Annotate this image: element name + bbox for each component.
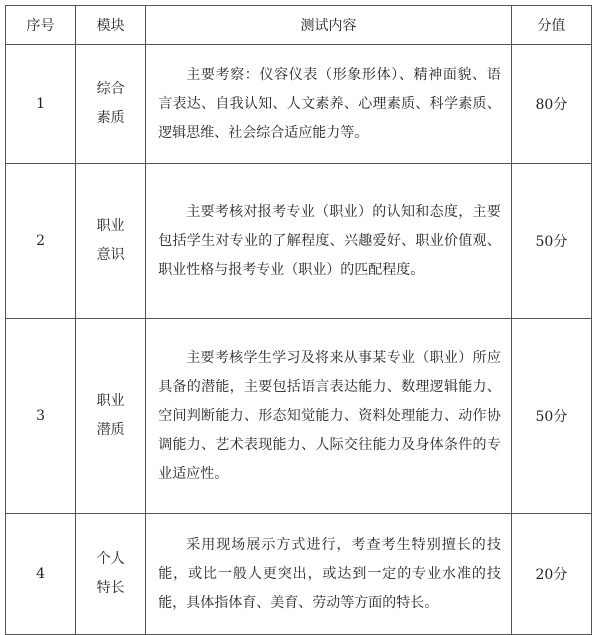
row-index: 2 [6, 164, 76, 319]
row-score: 50分 [511, 164, 591, 319]
row-score: 20分 [511, 514, 591, 635]
content-text: 主要考察：仪容仪表（形象形体）、精神面貌、语言表达、自我认知、人文素养、心理素质、科学素质、逻辑思维、社会综合适应能力等。 [158, 66, 501, 141]
module-line: 综合 [96, 81, 125, 97]
row-module [76, 319, 146, 514]
row-index: 1 [6, 45, 76, 164]
row-content [146, 45, 512, 164]
table-row [6, 514, 592, 635]
table-row [6, 319, 592, 514]
row-index: 4 [6, 514, 76, 635]
row-content [146, 319, 512, 514]
module-line: 职业 [96, 218, 125, 234]
content-text: 主要考核对报考专业（职业）的认知和态度，主要包括学生对专业的了解程度、兴趣爱好、职业价值观、职业性格与报考专业（职业）的匹配程度。 [158, 203, 501, 278]
row-module [76, 514, 146, 635]
header-score: 分值 [511, 6, 591, 45]
module-line: 素质 [96, 110, 125, 126]
table-row [6, 164, 592, 319]
header-module: 模块 [76, 6, 146, 45]
module-line: 职业 [96, 393, 125, 409]
module-line: 潜质 [96, 422, 125, 438]
table-row [6, 45, 592, 164]
row-score: 50分 [511, 319, 591, 514]
row-module [76, 164, 146, 319]
test-content-table [5, 5, 592, 635]
header-content: 测试内容 [146, 6, 512, 45]
row-content [146, 164, 512, 319]
header-index: 序号 [6, 6, 76, 45]
content-text: 主要考核学生学习及将来从事某专业（职业）所应具备的潜能，主要包括语言表达能力、数理逻辑能力、空间判断能力、形态知觉能力、资料处理能力、动作协调能力、艺术表现能力、人际交往能力及身体条件的专业适应性。 [158, 349, 501, 482]
module-line: 特长 [96, 580, 125, 596]
row-score: 80分 [511, 45, 591, 164]
module-line: 意识 [96, 247, 125, 263]
table-header-row [6, 6, 592, 45]
row-index: 3 [6, 319, 76, 514]
row-content [146, 514, 512, 635]
row-module [76, 45, 146, 164]
content-text: 采用现场展示方式进行，考查考生特别擅长的技能，或比一般人更突出，或达到一定的专业水准的技能，具体指体育、美育、劳动等方面的特长。 [158, 536, 501, 611]
module-line: 个人 [96, 551, 125, 567]
